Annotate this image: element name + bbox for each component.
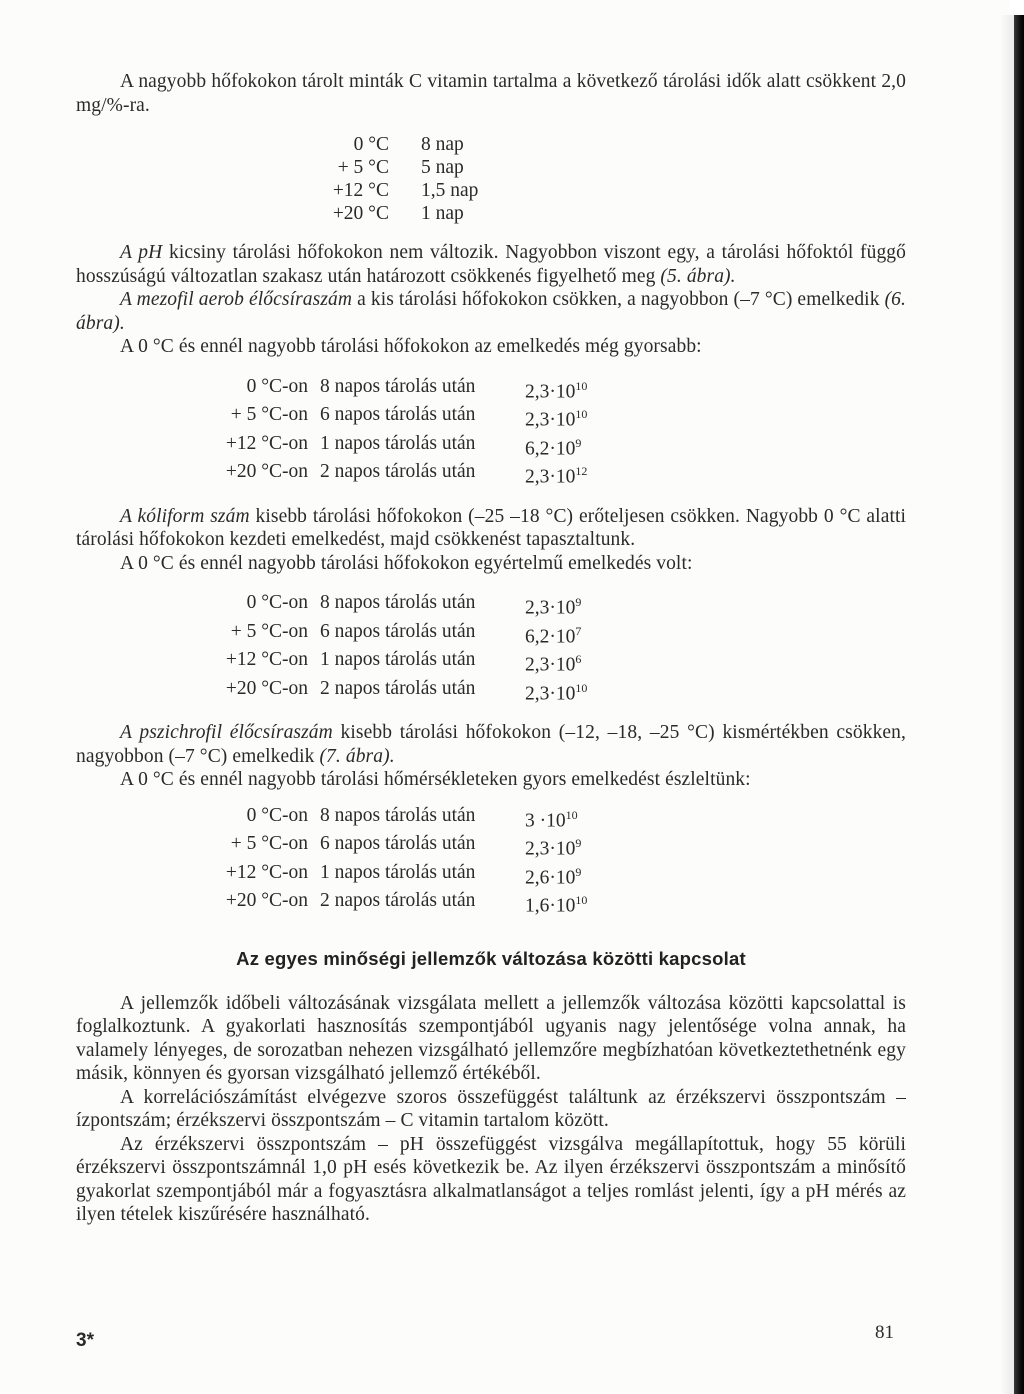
scan-edge-bar [1014,15,1024,1394]
mezofil-mantissa: 2,3·10 [525,409,576,431]
pszichrofil-mantissa: 2,3·10 [525,838,576,860]
mezofil-desc: 6 napos tárolás után [320,404,476,425]
vitamin-row [293,202,478,225]
pszichrofil-row [188,889,587,918]
mezofil-temp: 0 °C-on [246,375,308,397]
koliform-value [525,620,587,649]
mezofil-value [525,375,587,404]
vitamin-c-table [293,133,478,225]
page-number: 81 [875,1322,894,1343]
section-paragraph-2: A korrelációszámítást elvégezve szoros összefüggést találtunk az érzékszervi összpontszám – ízpontszám; érzékszervi összpontszám – C vitamin tartalom között. [76,1086,906,1131]
koliform-text: kisebb tárolási hőfokokon (–25 –18 °C) erőteljesen csökken. Nagyobb 0 °C alatti tárolási hőfokokon kezdeti emelkedést, majd csökkenést tapasztaltunk. [76,505,906,550]
pszichrofil-desc: 6 napos tárolás után [320,833,476,854]
ph-text: kicsiny tárolási hőfokokon nem változik. Nagyobbon viszont egy, a tárolási hőfoktól függő hosszúságú változatlan szakasz után határozott csökkenés figyelhető meg [76,242,907,287]
koliform-row [188,591,587,620]
koliform-mantissa: 2,3·10 [525,597,576,619]
pszichrofil-desc: 8 napos tárolás után [320,804,476,826]
koliform-desc: 8 napos tárolás után [320,592,476,613]
pszichrofil-text: kisebb tárolási hőfokokon (–12, –18, –25 °C) kismértékben csökken, nagyobbon (–7 °C) emelkedik [76,722,906,767]
mezofil-paragraph [76,288,906,335]
koliform-temp: +20 °C-on [225,677,308,699]
mezofil-row [188,432,587,461]
koliform-row [188,620,587,649]
mezofil-exponent: 10 [575,378,588,393]
mezofil-row [188,403,587,432]
pszichrofil-mantissa: 3 ·10 [525,810,566,831]
mezofil-line2: A 0 °C és ennél nagyobb tárolási hőfokokon az emelkedés még gyorsabb: [120,336,702,357]
koliform-value [525,677,587,706]
koliform-temp: 0 °C-on [246,592,308,613]
koliform-value [525,591,587,620]
vitamin-row [293,156,478,179]
mezofil-mantissa: 6,2·10 [525,438,576,459]
pszichrofil-value [525,889,587,918]
koliform-term: A kóliform szám [120,505,250,527]
mezofil-desc: 1 napos tárolás után [320,432,476,454]
koliform-row [188,648,587,677]
mezofil-text: a kis tárolási hőfokokon csökken, a nagyobbon (–7 °C) emelkedik [352,289,885,310]
intro-paragraph: A nagyobb hőfokokon tárolt minták C vitamin tartalma a következő tárolási idők alatt csökkent 2,0 mg/%-ra. [76,71,906,116]
pszichrofil-exponent: 10 [575,893,588,907]
koliform-table [188,591,587,705]
pszichrofil-row [188,804,587,833]
section-paragraph-1: A jellemzők időbeli változásának vizsgálata mellett a jellemzők változása közötti kapcsolattal is foglalkoztunk. A gyakorlati hasznosítás szempontjából ugyanis nagy jelentősége volna annak, ha valamely lényeges, de sorozatban nehezen vizsgálható jellemzőre megbízhatóan következtethetnénk egy másik, könnyen és gyorsan vizsgálható jellemző értékéből. [76,992,906,1084]
pszichrofil-temp: 0 °C-on [246,804,308,826]
vitamin-temp: +12 °C [332,180,389,201]
koliform-desc: 6 napos tárolás után [320,620,476,642]
ph-term: A pH [120,242,163,263]
pszichrofil-temp: + 5 °C-on [230,833,308,854]
pszichrofil-line2: A 0 °C és ennél nagyobb tárolási hőmérsékleteken gyors emelkedést észleltünk: [120,769,751,790]
pszichrofil-term: A pszichrofil élőcsíraszám [120,722,333,743]
mezofil-value [525,460,587,489]
pszichrofil-mantissa: 2,6·10 [525,867,576,888]
koliform-exponent: 10 [575,680,588,695]
mezofil-term: A mezofil aerob élőcsíraszám [120,289,353,310]
koliform-exponent: 7 [575,623,582,638]
mezofil-value [525,432,587,461]
pszichrofil-row [188,832,587,861]
mezofil-table [188,375,587,489]
vitamin-time: 1 nap [421,203,464,224]
koliform-mantissa: 2,3·10 [525,654,576,676]
vitamin-time: 1,5 nap [421,180,479,201]
pszichrofil-value [525,861,587,890]
signature-mark: 3* [76,1330,94,1351]
koliform-line2: A 0 °C és ennél nagyobb tárolási hőfokokon egyértelmű emelkedés volt: [120,552,693,574]
page-edge-shadow [1000,15,1014,1394]
mezofil-row [188,375,587,404]
ph-paragraph [76,241,906,288]
mezofil-temp: +12 °C-on [225,432,308,454]
section-paragraph-3: Az érzékszervi összpontszám – pH összefüggést vizsgálva megállapítottuk, hogy 55 körüli érzékszervi összpontszámnál 1,0 pH esés következik be. Az ilyen érzékszervi összpontszám a minősítő gyakorlat szempontjából már a fogyasztásra alkalmatlanságot a teljes romlást jelenti, így a pH mérés az ilyen tételek kiszűrésére használható. [76,1133,906,1225]
mezofil-desc: 8 napos tárolás után [320,375,476,397]
mezofil-temp: + 5 °C-on [230,404,308,425]
koliform-desc: 2 napos tárolás után [320,677,476,699]
pszichrofil-table [188,804,587,918]
mezofil-desc: 2 napos tárolás után [320,461,476,482]
koliform-temp: + 5 °C-on [230,620,308,642]
pszichrofil-temp: +12 °C-on [225,861,308,883]
vitamin-time: 8 nap [421,134,464,155]
page-content [76,70,906,1227]
mezofil-temp: +20 °C-on [225,461,308,482]
koliform-paragraph [76,505,906,552]
mezofil-exponent: 10 [575,407,588,421]
koliform-temp: +12 °C-on [225,649,308,670]
vitamin-time: 5 nap [421,157,464,178]
koliform-mantissa: 2,3·10 [525,683,576,704]
vitamin-row [293,179,478,202]
koliform-row [188,677,587,706]
ph-figure-ref: (5. ábra). [660,265,736,287]
pszichrofil-mantissa: 1,6·10 [525,895,576,917]
pszichrofil-desc: 1 napos tárolás után [320,861,476,883]
mezofil-mantissa: 2,3·10 [525,466,576,488]
page-footer [76,1322,906,1352]
mezofil-exponent: 9 [575,435,582,450]
vitamin-temp: + 5 °C [337,157,389,178]
pszichrofil-exponent: 9 [575,864,582,879]
mezofil-figure-ref: (6. ábra). [76,289,906,334]
mezofil-row [188,460,587,489]
pszichrofil-figure-ref: (7. ábra). [319,745,395,767]
pszichrofil-temp: +20 °C-on [225,890,308,911]
pszichrofil-value [525,832,587,861]
koliform-mantissa: 6,2·10 [525,626,576,647]
pszichrofil-value [525,804,587,833]
koliform-desc: 1 napos tárolás után [320,649,476,670]
pszichrofil-desc: 2 napos tárolás után [320,890,476,911]
koliform-value [525,648,587,677]
pszichrofil-exponent: 10 [565,807,578,822]
koliform-exponent: 9 [575,595,582,609]
pszichrofil-exponent: 9 [575,836,582,850]
vitamin-row [293,133,478,156]
mezofil-value [525,403,587,432]
section-heading: Az egyes minőségi jellemzők változása közötti kapcsolat [236,947,746,969]
pszichrofil-row [188,861,587,890]
vitamin-temp: 0 °C [353,134,389,155]
mezofil-exponent: 12 [575,464,588,478]
mezofil-mantissa: 2,3·10 [525,381,576,402]
vitamin-temp: +20 °C [332,203,389,224]
pszichrofil-paragraph [76,721,906,768]
koliform-exponent: 6 [575,652,582,666]
